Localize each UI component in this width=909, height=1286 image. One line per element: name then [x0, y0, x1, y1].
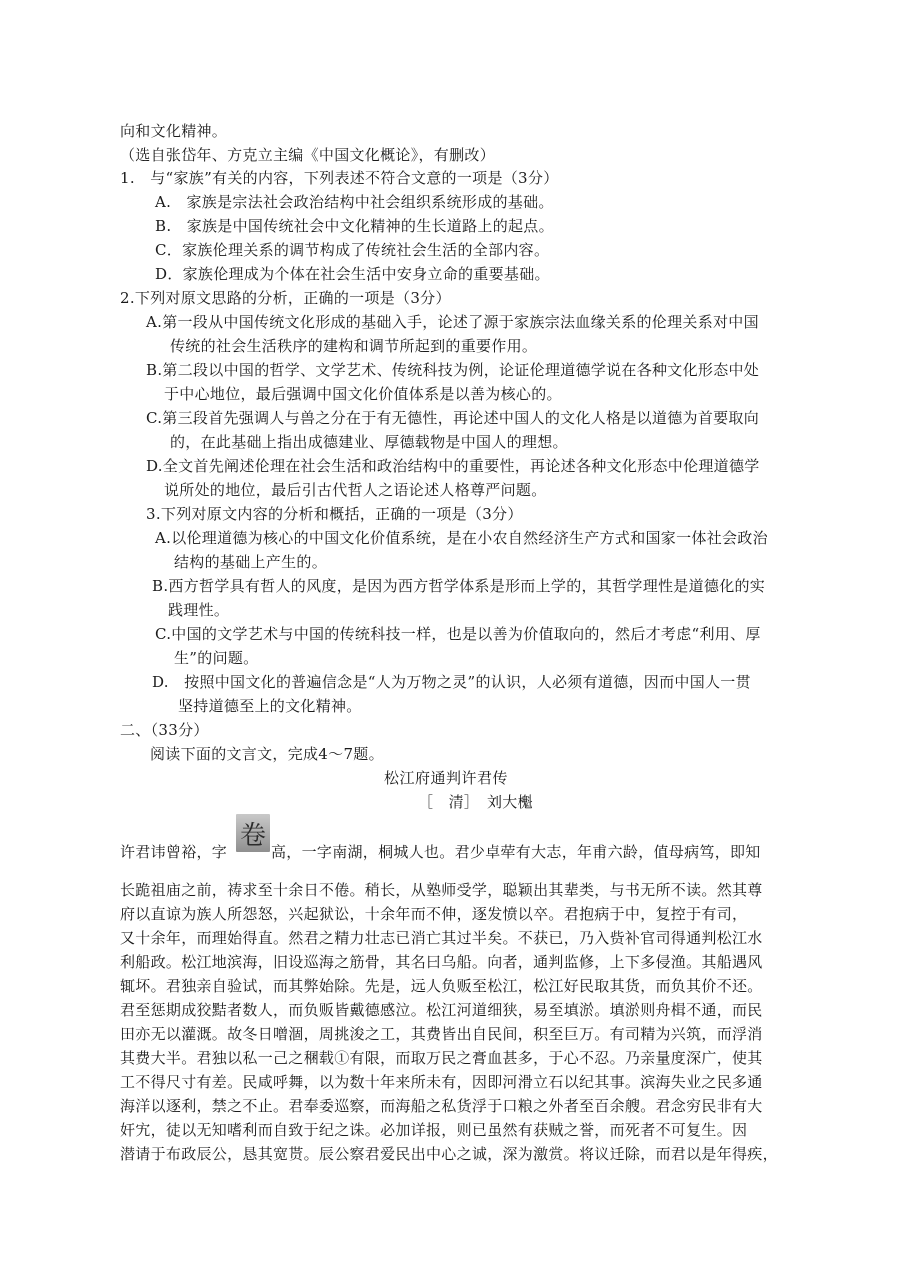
passage-line: 府以直谅为族人所怨怒，兴起狱讼，十余年而不伸，逐发愤以卒。君抱病于中，复控于有司，	[120, 905, 748, 923]
passage-line: 海洋以逐利，禁之不止。君奉委巡察，而海船之私货浮于口粮之外者至百余艘。君念穷民非有大	[120, 1097, 763, 1115]
passage-line: 田亦无以灌溉。故冬日噌涸，周挑浚之工，其费皆出自民间，积至巨万。有司精为兴筑，而浮消	[120, 1025, 763, 1043]
q1-stem: 1. 与“家族”有关的内容，下列表述不符合文意的一项是（3分）	[120, 169, 559, 187]
q2-option-a-line1: A.第一段从中国传统文化形成的基础入手，论述了源于家族宗法血缘关系的伦理关系对中国	[146, 313, 759, 331]
q2-option-b-line2: 于中心地位，最后强调中国文化价值体系是以善为核心的。	[164, 385, 562, 403]
q3-option-b-line1: B.西方哲学具有哲人的风度，是因为西方哲学体系是形而上学的，其哲学理性是道德化的实	[152, 577, 766, 595]
passage-line: 其费大半。君独以私一己之稛载①有限，而取万民之膏血甚多，于心不忍。乃亲量度深广，使其	[120, 1049, 763, 1067]
passage-line: 奸宄，徒以无知嗜利而自致于纪之诛。必加详报，则已虽然有获贼之誉，而死者不可复生。因	[120, 1121, 748, 1139]
q2-option-c-line1: C.第三段首先强调人与兽之分在于有无德性，再论述中国人的文化人格是以道德为首要取向	[146, 409, 760, 427]
passage-line: 君至惩期成狡黠者数人，而负贩皆戴德感泣。松江河道细狭，易至填淤。填淤则舟楫不通，而民	[120, 1001, 763, 1019]
source-note: （选自张岱年、方克立主编《中国文化概论》，有删改）	[120, 146, 496, 164]
handwritten-character: 卷	[239, 820, 266, 851]
passage-line: 潜请于布政辰公，恳其宽贳。辰公察君爱民出中心之诚，深为激赏。将议迁除，而君以是年得疾，	[120, 1145, 778, 1163]
q1-option-c: C．家族伦理关系的调节构成了传统社会生活的全部内容。	[155, 241, 550, 259]
top-line: 向和文化精神。	[120, 122, 228, 140]
section-instruction: 阅读下面的文言文，完成4～7题。	[150, 745, 384, 763]
q3-option-c-line1: C.中国的文学艺术与中国的传统科技一样，也是以善为价值取向的，然后才考虑“利用、厚	[155, 625, 761, 643]
q2-option-b-line1: B.第二段以中国的哲学、文学艺术、传统科技为例，论证伦理道德学说在各种文化形态中处	[146, 361, 760, 379]
passage-line: 辄坏。君独亲自验试，而其弊始除。先是，远人负贩至松江，松江好民取其货，而负其价不还。	[120, 977, 763, 995]
passage-line: 长跪祖庙之前，祷求至十余日不倦。稍长，从塾师受学，聪颖出其辈类，与书无所不读。然其尊	[120, 881, 763, 899]
q3-option-b-line2: 践理性。	[168, 601, 230, 619]
q3-option-a-line2: 结构的基础上产生的。	[174, 553, 328, 571]
handwritten-character-image	[236, 814, 270, 852]
q2-option-d-line1: D.全文首先阐述伦理在社会生活和政治结构中的重要性，再论述各种文化形态中伦理道德学	[146, 457, 760, 475]
passage-first-line-start: 许君讳曾裕，字	[120, 843, 228, 861]
passage-author: ［ 清］ 刘大櫆	[418, 793, 533, 811]
q3-option-d-line2: 坚持道德至上的文化精神。	[178, 697, 362, 715]
q2-option-c-line2: 的，在此基础上指出成德建业、厚德载物是中国人的理想。	[170, 433, 568, 451]
q3-option-d-line1: D. 按照中国文化的普遍信念是“人为万物之灵”的认识，人必须有道德，因而中国人一贯	[152, 673, 751, 691]
q1-option-a: A. 家族是宗法社会政治结构中社会组织系统形成的基础。	[155, 193, 554, 211]
q2-option-a-line2: 传统的社会生活秩序的建构和调节所起到的重要作用。	[170, 337, 538, 355]
q3-stem: 3.下列对原文内容的分析和概括，正确的一项是（3分）	[146, 505, 523, 523]
q1-option-b: B. 家族是中国传统社会中文化精神的生长道路上的起点。	[155, 217, 554, 235]
passage-first-line-end: 高，一字南湖，桐城人也。君少卓荦有大志，年甫六龄，值母病笃，即知	[271, 843, 761, 861]
q2-stem: 2.下列对原文思路的分析，正确的一项是（3分）	[120, 289, 451, 307]
q3-option-a-line1: A.以伦理道德为核心的中国文化价值系统，是在小农自然经济生产方式和国家一体社会政治	[155, 529, 768, 547]
section-heading: 二、（33分）	[120, 721, 209, 739]
passage-title: 松江府通判许君传	[384, 769, 509, 787]
q3-option-c-line2: 生”的问题。	[174, 649, 259, 667]
passage-line: 又十余年，而理始得直。然君之精力壮志已消亡其过半矣。不获已，乃入赀补官司得通判松江水	[120, 929, 763, 947]
passage-line: 工不得尺寸有差。民咸呼舞，以为数十年来所未有，因即河滑立石以纪其事。滨海失业之民多通	[120, 1073, 763, 1091]
q1-option-d: D．家族伦理成为个体在社会生活中安身立命的重要基础。	[155, 265, 550, 283]
q2-option-d-line2: 说所处的地位，最后引古代哲人之语论述人格尊严问题。	[164, 481, 547, 499]
passage-line: 利船政。松江地滨海，旧设巡海之筋骨，其名曰乌船。向者，通判监修，上下多侵渔。其船遇风	[120, 953, 763, 971]
